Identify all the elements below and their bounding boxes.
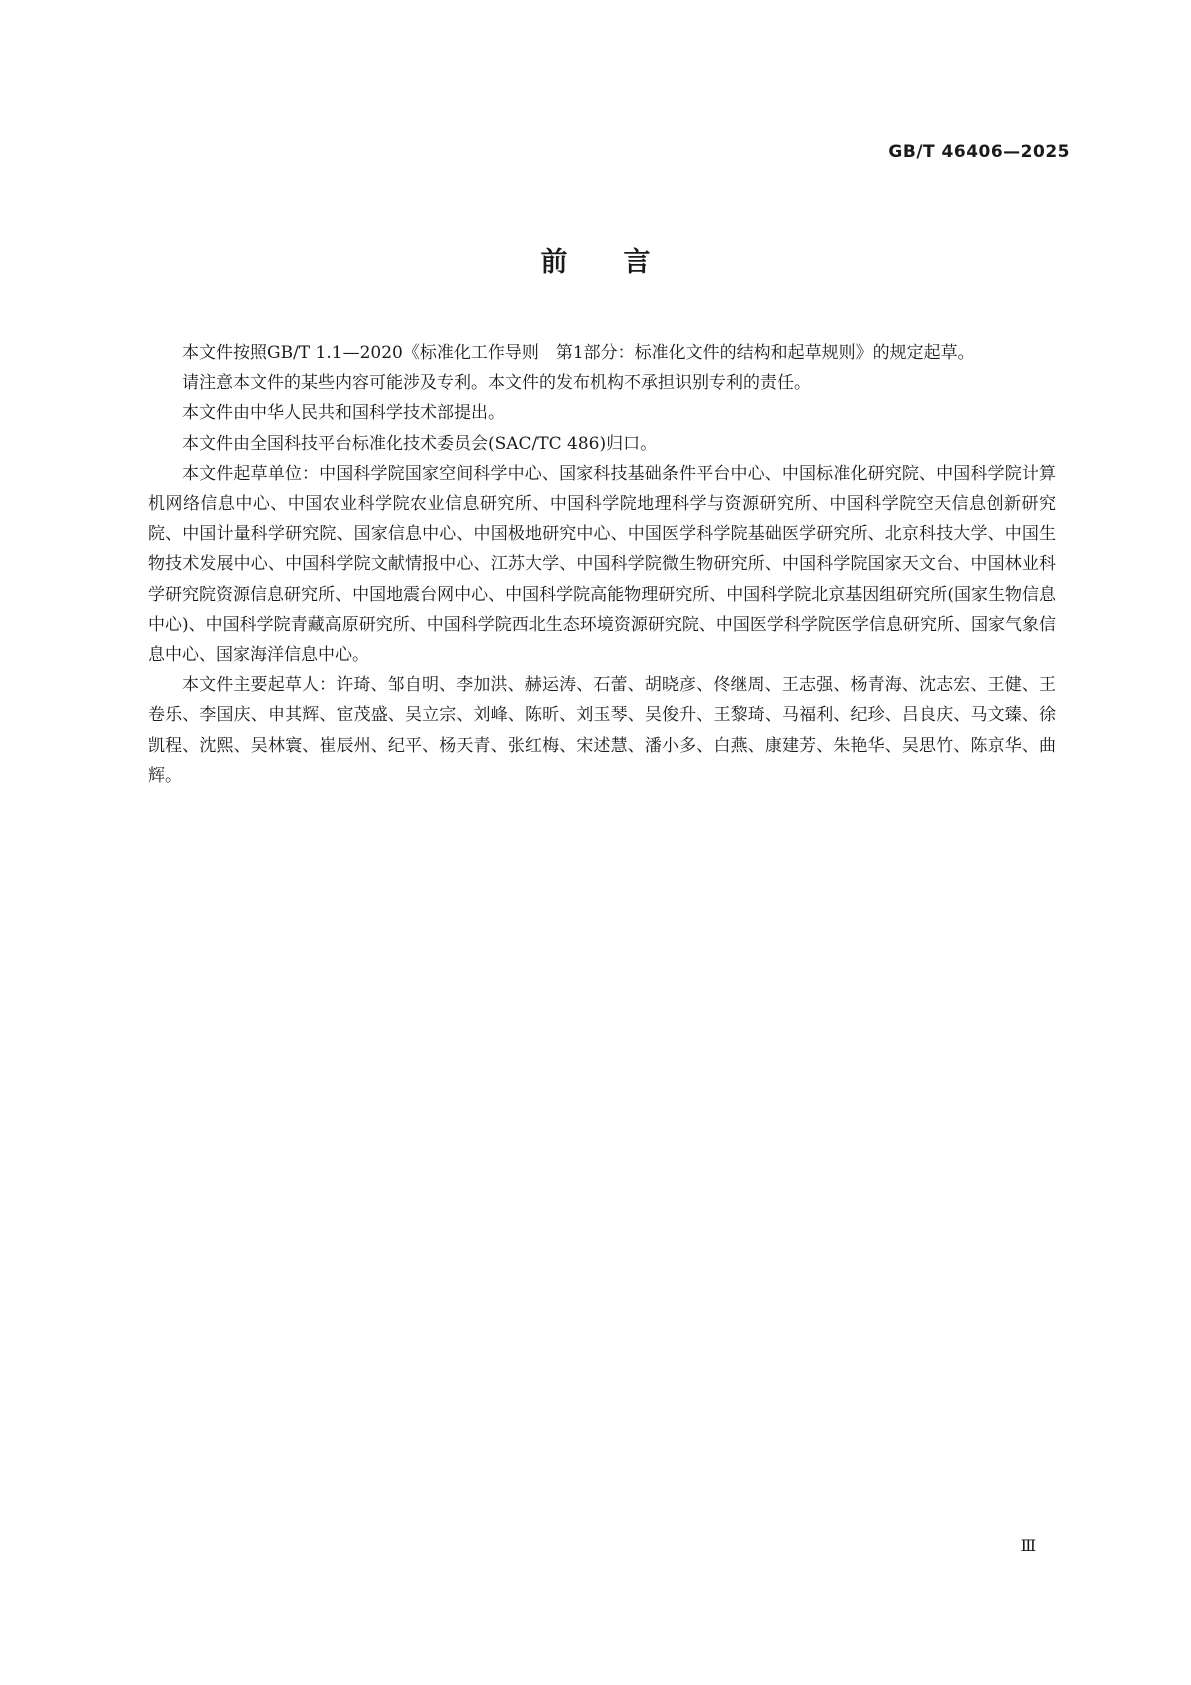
paragraph-drafters: 本文件主要起草人：许琦、邹自明、李加洪、赫运涛、石蕾、胡晓彦、佟继周、王志强、杨青海、沈志宏、王健、王卷乐、李国庆、申其辉、宦茂盛、吴立宗、刘峰、陈昕、刘玉琴、吴俊升、王黎琦、马福利、纪珍、吕良庆、马文臻、徐凯程、沈熙、吴林寰、崔辰州、纪平、杨天青、张红梅、宋述慧、潘小多、白燕、康建芳、朱艳华、吴思竹、陈京华、曲辉。 bbox=[148, 675, 1056, 786]
paragraph-drafting-rules: 本文件按照GB/T 1.1—2020《标准化工作导则 第1部分：标准化文件的结构和起草规则》的规定起草。 bbox=[182, 343, 975, 363]
foreword-body bbox=[148, 338, 1056, 791]
paragraph-committee: 本文件由全国科技平台标准化技术委员会(SAC/TC 486)归口。 bbox=[182, 433, 658, 454]
standard-number: GB/T 46406—2025 bbox=[888, 142, 1070, 162]
page-number: Ⅲ bbox=[1020, 1536, 1036, 1555]
paragraph-patent-notice: 请注意本文件的某些内容可能涉及专利。本文件的发布机构不承担识别专利的责任。 bbox=[182, 373, 811, 394]
paragraph-proposer: 本文件由中华人民共和国科学技术部提出。 bbox=[182, 403, 505, 424]
page-title: 前言 bbox=[540, 247, 707, 278]
paragraph-drafting-units: 本文件起草单位：中国科学院国家空间科学中心、国家科技基础条件平台中心、中国标准化研究院、中国科学院计算机网络信息中心、中国农业科学院农业信息研究所、中国科学院地理科学与资源研究所、中国科学院空天信息创新研究院、中国计量科学研究院、国家信息中心、中国极地研究中心、中国医学科学院基础医学研究所、北京科技大学、中国生物技术发展中心、中国科学院文献情报中心、江苏大学、中国科学院微生物研究所、中国科学院国家天文台、中国林业科学研究院资源信息研究所、中国地震台网中心、中国科学院高能物理研究所、中国科学院北京基因组研究所(国家生物信息中心)、中国科学院青藏高原研究所、中国科学院西北生态环境资源研究院、中国医学科学院医学信息研究所、国家气象信息中心、国家海洋信息中心。 bbox=[148, 463, 1056, 666]
